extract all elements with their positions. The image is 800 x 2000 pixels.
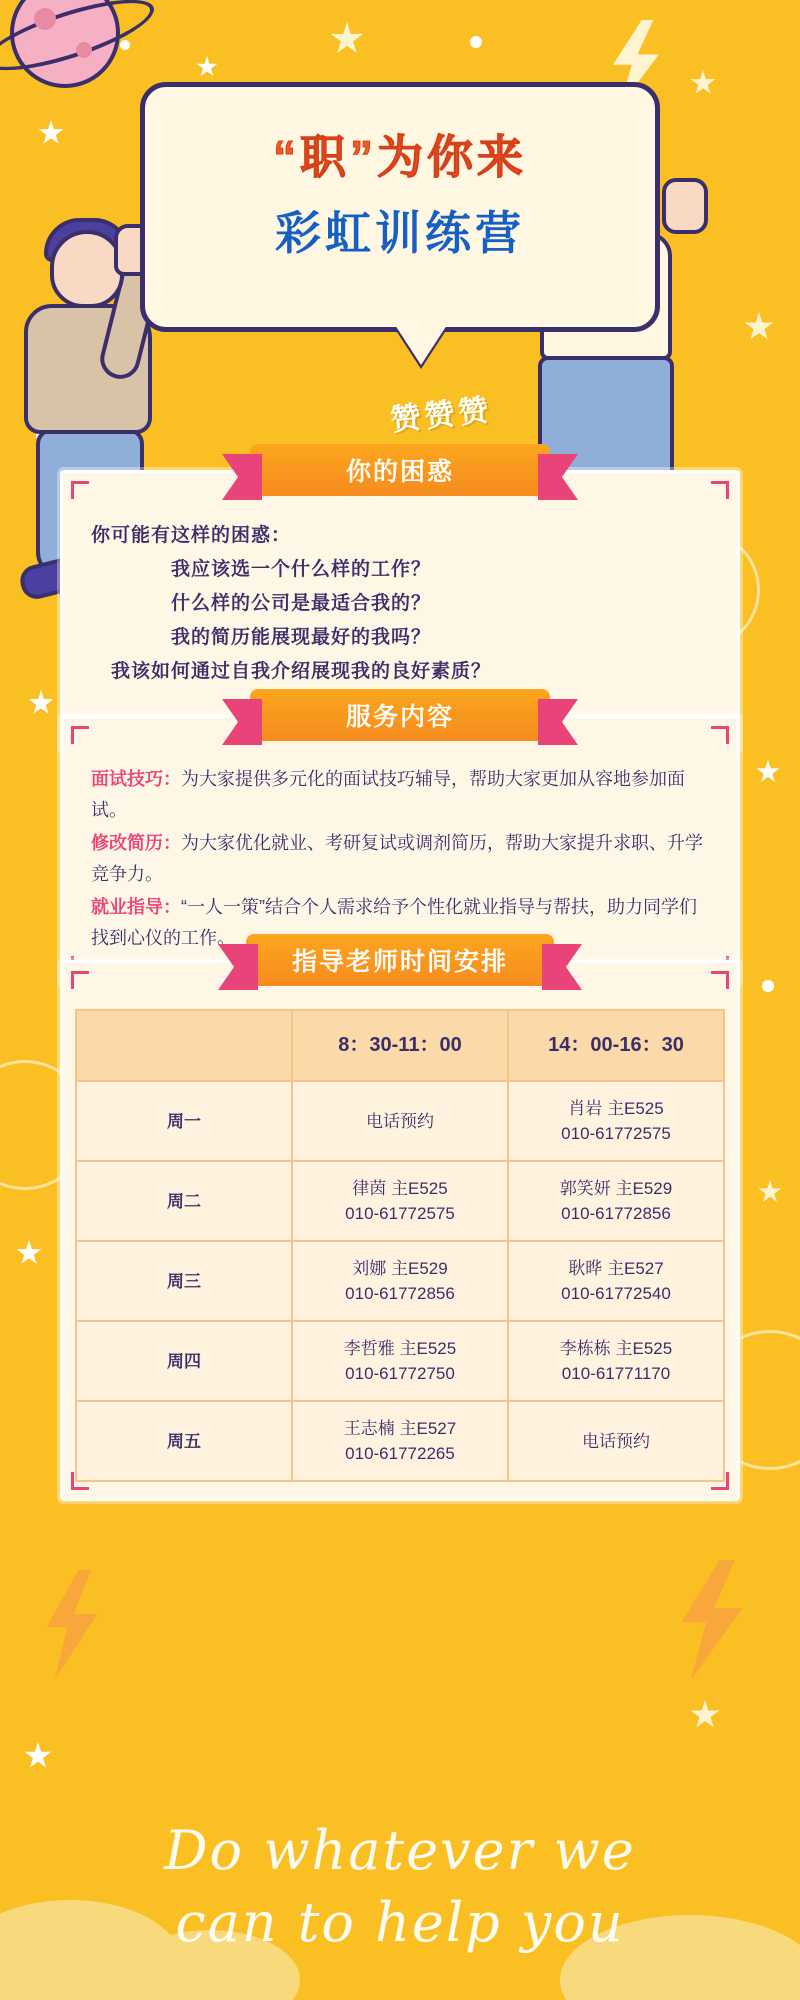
table-cell-afternoon <box>508 1241 724 1321</box>
table-header-afternoon: 14：00-16：30 <box>508 1010 724 1081</box>
cell-line-2: 010-61772856 <box>561 1204 671 1223</box>
cell-line-1: 耿晔 主E527 <box>568 1259 664 1278</box>
table-cell-morning <box>292 1321 508 1401</box>
service-item-label: 面试技巧： <box>91 769 181 789</box>
dot-decoration <box>762 980 774 992</box>
star-decoration <box>758 1180 782 1204</box>
star-decoration <box>28 690 54 716</box>
cell-line-2: 010-61772540 <box>561 1284 671 1303</box>
table-cell-morning <box>292 1081 508 1161</box>
cell-line-1: 李栋栋 主E525 <box>559 1339 673 1358</box>
table-header-row <box>76 1010 724 1081</box>
table-cell-morning <box>292 1241 508 1321</box>
lightning-decoration <box>664 1560 760 1680</box>
table-row <box>76 1401 724 1481</box>
footer-script-text <box>0 1815 800 1959</box>
table-cell-day: 周二 <box>76 1161 292 1241</box>
table-cell-day: 周五 <box>76 1401 292 1481</box>
lightning-decoration <box>32 1570 112 1680</box>
cell-line-1: 郭笑妍 主E529 <box>559 1179 673 1198</box>
confusion-line: 什么样的公司是最适合我的？ <box>171 593 432 614</box>
table-cell-morning <box>292 1401 508 1481</box>
cell-line-1: 王志楠 主E527 <box>343 1419 457 1438</box>
cell-line-1: 李哲雅 主E525 <box>343 1339 457 1358</box>
footer-line-2: can to help you <box>175 1891 625 1954</box>
section-schedule-ribbon: 指导老师时间安排 <box>246 934 554 986</box>
table-row <box>76 1241 724 1321</box>
table-cell-day: 周三 <box>76 1241 292 1321</box>
star-decoration <box>16 1240 42 1266</box>
service-item-label: 就业指导： <box>91 897 181 917</box>
poster-title-sub: 彩虹训练营 <box>275 207 525 259</box>
title-speech-bubble <box>140 82 660 332</box>
cell-line-1: 律茵 主E525 <box>352 1179 448 1198</box>
section-schedule-card <box>60 960 740 1501</box>
star-decoration <box>756 760 780 784</box>
confusion-line: 我该如何通过自我介绍展现我的良好素质？ <box>111 661 492 682</box>
cell-line-2: 010-61772575 <box>345 1204 455 1223</box>
cell-line-1: 电话预约 <box>582 1431 650 1451</box>
footer-line-1: Do whatever we <box>164 1819 636 1882</box>
section-service-ribbon: 服务内容 <box>250 689 550 741</box>
cell-line-2: 010-61771170 <box>561 1364 671 1383</box>
cell-line-1: 肖岩 主E525 <box>568 1099 664 1118</box>
star-decoration <box>690 1700 720 1730</box>
cell-line-2: 010-61772856 <box>345 1284 455 1303</box>
table-header-morning: 8：30-11：00 <box>292 1010 508 1081</box>
confusion-line: 我的简历能展现最好的我吗？ <box>171 627 432 648</box>
table-cell-afternoon <box>508 1081 724 1161</box>
table-row <box>76 1081 724 1161</box>
service-item-label: 修改简历： <box>91 833 181 853</box>
table-cell-morning <box>292 1161 508 1241</box>
cell-line-2: 010-61772575 <box>561 1124 671 1143</box>
table-cell-day: 周四 <box>76 1321 292 1401</box>
header-illustration <box>0 0 800 470</box>
cell-line-1: 刘娜 主E529 <box>352 1259 448 1278</box>
table-row <box>76 1161 724 1241</box>
cell-line-2: 010-61772750 <box>345 1364 455 1383</box>
service-item-text: 为大家优化就业、考研复试或调剂简历，帮助大家提升求职、升学竞争力。 <box>91 833 703 884</box>
service-item-text: 为大家提供多元化的面试技巧辅导，帮助大家更加从容地参加面试。 <box>91 769 685 820</box>
service-item <box>91 828 709 890</box>
table-header-blank <box>76 1010 292 1081</box>
schedule-table <box>75 1009 725 1482</box>
confusion-line: 我应该选一个什么样的工作？ <box>171 559 432 580</box>
poster-tagline: 赞赞赞 <box>388 393 494 438</box>
confusion-line: 你可能有这样的困惑： <box>91 525 292 546</box>
section-schedule <box>60 948 740 1501</box>
service-item <box>91 764 709 826</box>
table-cell-day: 周一 <box>76 1081 292 1161</box>
cell-line-2: 010-61772265 <box>345 1444 455 1463</box>
table-cell-afternoon <box>508 1321 724 1401</box>
table-cell-afternoon <box>508 1161 724 1241</box>
service-item-text: “一人一策”结合个人需求给予个性化就业指导与帮扶，助力同学们找到心仪的工作。 <box>91 897 697 948</box>
table-row <box>76 1321 724 1401</box>
star-decoration <box>24 1742 52 1770</box>
table-cell-afternoon <box>508 1401 724 1481</box>
cell-line-1: 电话预约 <box>366 1111 434 1131</box>
poster-title-main: “职”为你来 <box>273 131 527 183</box>
section-confusion-ribbon: 你的困惑 <box>250 444 550 496</box>
